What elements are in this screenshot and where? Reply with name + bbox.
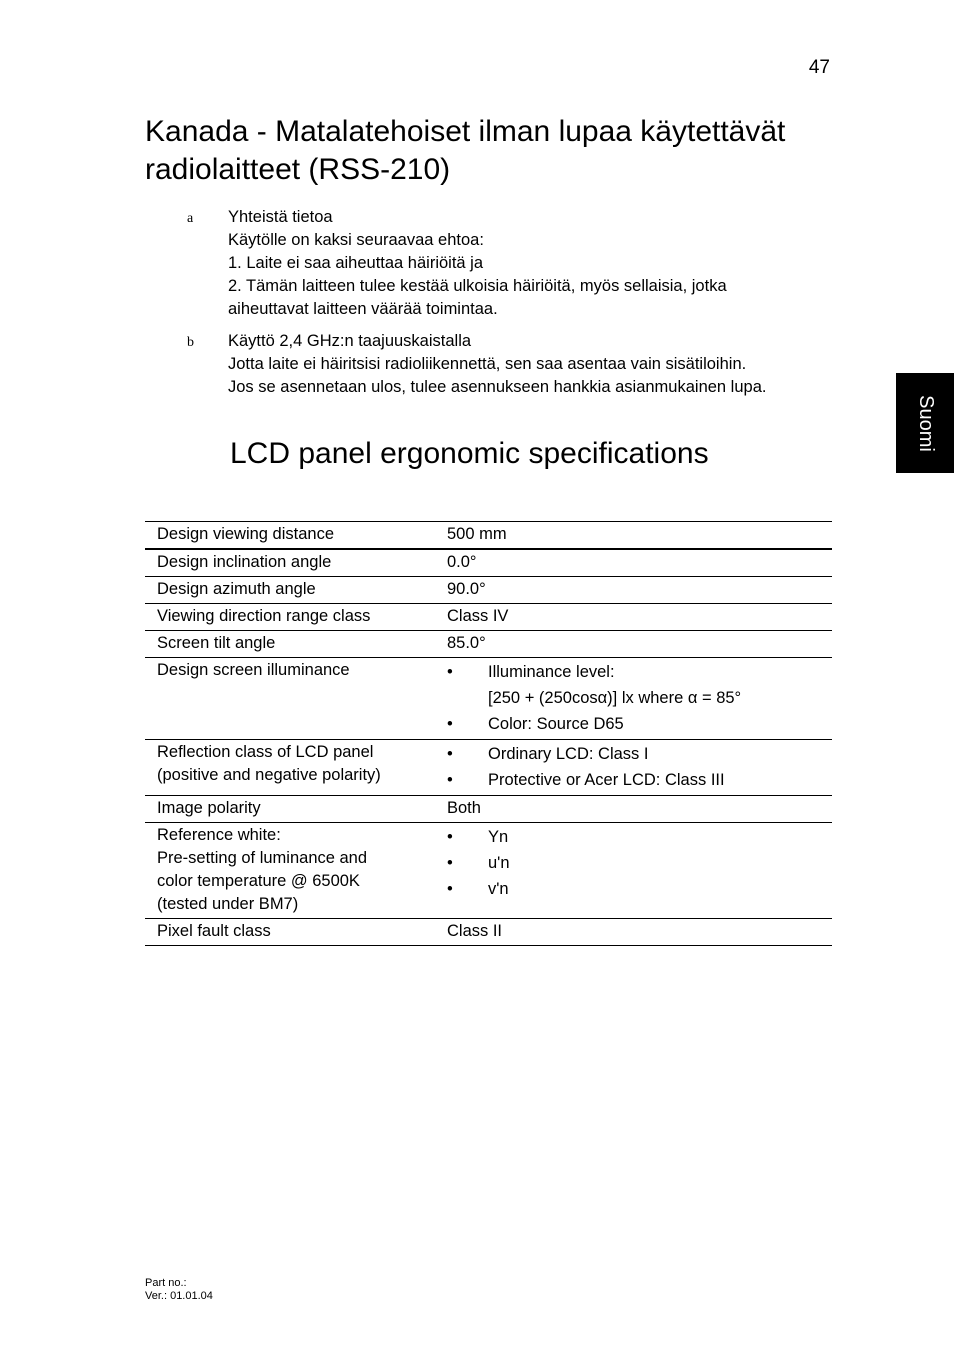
row-label-line: Pre-setting of luminance and — [157, 849, 368, 867]
bullet-text: Protective or Acer LCD: Class III — [488, 771, 725, 789]
bullet-item — [447, 824, 832, 850]
footer — [145, 1277, 213, 1303]
list-item-b — [145, 330, 845, 399]
item-line: Yhteistä tietoa — [228, 208, 333, 226]
row-label — [145, 549, 447, 577]
table-row — [145, 631, 832, 658]
language-tab — [896, 373, 954, 473]
bullet-item — [447, 876, 832, 902]
version: Ver.: 01.01.04 — [145, 1290, 213, 1302]
row-label-line: Screen tilt angle — [157, 634, 276, 652]
bullet-text: Illuminance level: — [488, 663, 615, 681]
row-value — [447, 658, 832, 740]
bullet-icon: • — [447, 828, 453, 846]
row-value — [447, 740, 832, 796]
bullet-continuation: [250 + (250cosα)] lx where α = 85° — [488, 689, 742, 707]
item-line: aiheuttavat laitteen väärää toimintaa. — [228, 300, 498, 318]
row-label-line: color temperature @ 6500K — [157, 872, 360, 890]
bullet-text: v'n — [488, 880, 509, 898]
bullet-item — [447, 741, 832, 767]
table-row — [145, 658, 832, 740]
item-line: Käytölle on kaksi seuraavaa ehtoa: — [228, 231, 484, 249]
row-label — [145, 919, 447, 946]
bullet-icon: • — [447, 771, 453, 789]
row-label — [145, 740, 447, 796]
row-label — [145, 604, 447, 631]
row-label-line: Design azimuth angle — [157, 580, 316, 598]
row-label-line: Design inclination angle — [157, 553, 332, 571]
list-item-a — [145, 206, 845, 321]
row-value: Both — [447, 799, 481, 817]
row-label-line: (tested under BM7) — [157, 895, 299, 913]
lcd-spec-table — [145, 521, 832, 946]
item-line: Jotta laite ei häiritsisi radioliikennettä, sen saa asentaa vain sisätiloihin. — [228, 355, 747, 373]
table-row — [145, 549, 832, 577]
bullet-text: Ordinary LCD: Class I — [488, 745, 649, 763]
table-row — [145, 522, 832, 550]
row-label — [145, 658, 447, 740]
item-line: 1. Laite ei saa aiheuttaa häiriöitä ja — [228, 254, 484, 272]
row-value: 90.0° — [447, 580, 486, 598]
bullet-item — [447, 850, 832, 876]
bullet-icon: • — [447, 663, 453, 681]
item-line: Jos se asennetaan ulos, tulee asennukseen hankkia asianmukainen lupa. — [228, 378, 767, 396]
row-value: Class II — [447, 922, 503, 940]
table-row — [145, 796, 832, 823]
canada-heading — [145, 113, 845, 189]
bullet-text: Yn — [488, 828, 509, 846]
bullet-item — [447, 659, 832, 711]
row-label-line: Pixel fault class — [157, 922, 271, 940]
bullet-list — [447, 824, 832, 902]
bullet-list — [447, 659, 832, 737]
list-marker: b — [187, 335, 194, 350]
bullet-icon: • — [447, 880, 453, 898]
bullet-text: Color: Source D65 — [488, 715, 624, 733]
language-tab-label: Suomi — [914, 394, 937, 452]
row-value: 0.0° — [447, 553, 477, 571]
bullet-icon: • — [447, 715, 453, 733]
bullet-icon: • — [447, 745, 453, 763]
table-row — [145, 823, 832, 919]
canada-heading-line: radiolaitteet (RSS-210) — [145, 153, 451, 186]
row-label-line: Image polarity — [157, 799, 261, 817]
row-label — [145, 522, 447, 550]
bullet-icon: • — [447, 854, 453, 872]
page-number: 47 — [808, 57, 830, 78]
row-label-line: Reflection class of LCD panel — [157, 743, 374, 761]
row-label — [145, 631, 447, 658]
row-value: 500 mm — [447, 525, 507, 543]
table-row — [145, 604, 832, 631]
bullet-item — [447, 711, 832, 737]
row-label-line: (positive and negative polarity) — [157, 766, 381, 784]
row-value: Class IV — [447, 607, 509, 625]
row-label-line: Design screen illuminance — [157, 661, 350, 679]
row-label-line: Design viewing distance — [157, 525, 335, 543]
bullet-text: u'n — [488, 854, 510, 872]
part-number: Part no.: — [145, 1277, 187, 1289]
item-line: Käyttö 2,4 GHz:n taajuuskaistalla — [228, 332, 472, 350]
row-value: 85.0° — [447, 634, 486, 652]
row-value — [447, 823, 832, 919]
item-line: 2. Tämän laitteen tulee kestää ulkoisia häiriöitä, myös sellaisia, jotka — [228, 277, 727, 295]
lcd-heading: LCD panel ergonomic specifications — [230, 437, 709, 470]
row-label-line: Reference white: — [157, 826, 281, 844]
row-label — [145, 823, 447, 919]
list-marker: a — [187, 211, 194, 226]
row-label-line: Viewing direction range class — [157, 607, 371, 625]
bullet-list — [447, 741, 832, 793]
canada-heading-line: Kanada - Matalatehoiset ilman lupaa käytettävät — [145, 115, 786, 148]
row-label — [145, 577, 447, 604]
table-row — [145, 577, 832, 604]
row-label — [145, 796, 447, 823]
bullet-item — [447, 767, 832, 793]
table-row — [145, 740, 832, 796]
table-row — [145, 919, 832, 946]
